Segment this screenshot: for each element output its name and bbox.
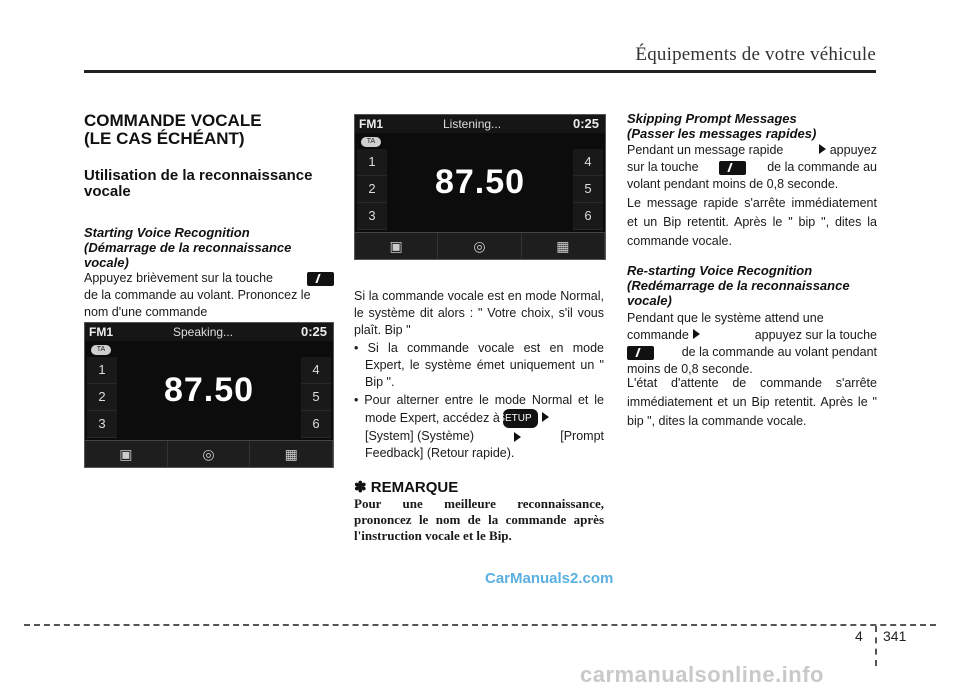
- mode-paragraph: Si la commande vocale est en mode Normal, le système dit alors : " Votre choix, s'il vous plaît. Bip ": [354, 289, 604, 337]
- chapter-number: 4: [855, 628, 863, 644]
- arrow-right-icon: [514, 432, 521, 442]
- frequency-display: 87.50: [434, 163, 526, 201]
- starting-voice-heading: [84, 225, 334, 270]
- arrow-right-icon: [542, 412, 549, 422]
- voice-status-label: Speaking...: [173, 325, 234, 339]
- heading-line: (Passer les messages rapides): [627, 126, 817, 141]
- skip-result-paragraph: Le message rapide s'arrête immédiatement et un Bip retentit. Après le " bip ", dites la commande vocale.: [627, 196, 877, 248]
- bullet-text: Feedback] (Retour rapide).: [365, 446, 515, 460]
- voice-status-label: Listening...: [443, 117, 502, 131]
- paragraph-line: Pendant un message rapide: [627, 143, 784, 157]
- subsection-title-line2: vocale: [84, 183, 131, 200]
- radio-search-icon: ◎: [168, 441, 251, 467]
- preset-button: 4: [301, 357, 331, 384]
- heading-line: Re-starting Voice Recognition: [627, 263, 813, 278]
- paragraph-line: Pendant que le système attend une: [627, 311, 824, 325]
- preset-button: 3: [87, 411, 117, 438]
- watermark-carmanualsonline: carmanualsonline.info: [580, 662, 824, 687]
- page-number-divider: [875, 626, 877, 666]
- heading-line: (Redémarrage de la reconnaissance: [627, 278, 850, 293]
- preset-button: 6: [301, 411, 331, 438]
- section-title-line2: (LE CAS ÉCHÉANT): [84, 129, 245, 148]
- bullet-text: [System] (Système): [365, 429, 475, 443]
- preset-button: 6: [573, 203, 603, 230]
- paragraph-line: de la commande au volant. Prononcez le: [84, 288, 311, 302]
- starting-voice-heading-line2: (Démarrage de la reconnaissance: [84, 240, 292, 255]
- bullet-text: • Pour alterner entre le mode Normal et le mode Expert, accédez à: [354, 393, 604, 425]
- restarting-voice-heading: [627, 263, 877, 308]
- ta-badge: TA: [361, 137, 381, 147]
- paragraph-line: sur la touche: [627, 160, 699, 174]
- section-title-line1: COMMANDE VOCALE: [84, 111, 262, 130]
- paragraph-line: volant pendant moins de 0,8 seconde.: [627, 177, 839, 191]
- screen-status-bar: [355, 115, 605, 133]
- arrow-right-icon: [693, 329, 700, 339]
- band-label: FM1: [89, 325, 113, 339]
- voice-button-icon: [719, 161, 746, 175]
- paragraph-line: de la commande au volant pendant: [681, 345, 877, 359]
- watermark-carmanuals2: CarManuals2.com: [485, 570, 614, 587]
- expert-mode-bullet: • Si la commande vocale est en mode Expert, le système émet uniquement un " Bip ".: [354, 341, 604, 389]
- waiting-state-paragraph: L'état d'attente de commande s'arrête immédiatement et un Bip retentit. Après le " bip ", dites la commande vocale.: [627, 376, 877, 428]
- time-label: 0:25: [300, 324, 327, 339]
- paragraph-line: appuyez: [829, 143, 877, 157]
- time-label: 0:25: [572, 116, 599, 131]
- preset-button: 2: [87, 384, 117, 411]
- bullet-text: [Prompt: [560, 429, 604, 443]
- starting-voice-heading-line1: Starting Voice Recognition: [84, 225, 250, 240]
- arrow-right-icon: [819, 144, 826, 154]
- preset-button: 1: [357, 149, 387, 176]
- paragraph-line: moins de 0,8 seconde.: [627, 362, 753, 376]
- voice-button-icon: [627, 346, 654, 360]
- radio-screen-speaking: [84, 322, 334, 468]
- menu-grid-icon: ▦: [522, 233, 605, 259]
- heading-line: Skipping Prompt Messages: [627, 111, 797, 126]
- menu-grid-icon: ▦: [250, 441, 333, 467]
- note-text: Pour une meilleure reconnaissance, prononcez le nom de la commande après l'instruction vocale et le Bip.: [354, 496, 604, 543]
- skipping-prompt-heading: [627, 111, 877, 141]
- preset-button: 5: [573, 176, 603, 203]
- paragraph-line: nom d'une commande: [84, 305, 208, 319]
- frequency-display: 87.50: [163, 371, 255, 409]
- footer-rule: [24, 624, 936, 626]
- page-header-title: Équipements de votre véhicule: [635, 44, 876, 65]
- radio-info-icon: ▣: [355, 233, 438, 259]
- preset-button: 2: [357, 176, 387, 203]
- setup-key-badge: SETUP: [503, 409, 537, 428]
- paragraph-line: Appuyez brièvement sur la touche: [84, 271, 273, 285]
- subsection-title: [84, 168, 334, 200]
- radio-info-icon: ▣: [85, 441, 168, 467]
- band-label: FM1: [359, 117, 383, 131]
- preset-button: 4: [573, 149, 603, 176]
- screen-bottom-bar: [85, 440, 333, 467]
- starting-voice-paragraph: [84, 270, 334, 321]
- radio-screen-listening: [354, 114, 606, 260]
- ta-badge: TA: [91, 345, 111, 355]
- header-rule: [84, 70, 876, 73]
- radio-search-icon: ◎: [438, 233, 521, 259]
- page-number: 341: [883, 628, 907, 644]
- note-title: ✽ REMARQUE: [354, 479, 459, 496]
- section-title: [84, 112, 334, 148]
- heading-line: vocale): [627, 293, 672, 308]
- voice-button-icon: [307, 272, 334, 286]
- preset-button: 3: [357, 203, 387, 230]
- paragraph-line: appuyez sur la touche: [754, 328, 877, 342]
- paragraph-line: commande: [627, 328, 689, 342]
- paragraph-line: de la commande au: [767, 160, 877, 174]
- toggle-mode-bullet: [354, 392, 604, 462]
- screen-status-bar: [85, 323, 333, 341]
- skipping-prompt-paragraph: [627, 142, 877, 193]
- restarting-voice-paragraph: [627, 310, 877, 378]
- starting-voice-heading-line3: vocale): [84, 255, 129, 270]
- preset-button: 1: [87, 357, 117, 384]
- screen-bottom-bar: [355, 232, 605, 259]
- preset-button: 5: [301, 384, 331, 411]
- subsection-title-line1: Utilisation de la reconnaissance: [84, 167, 313, 184]
